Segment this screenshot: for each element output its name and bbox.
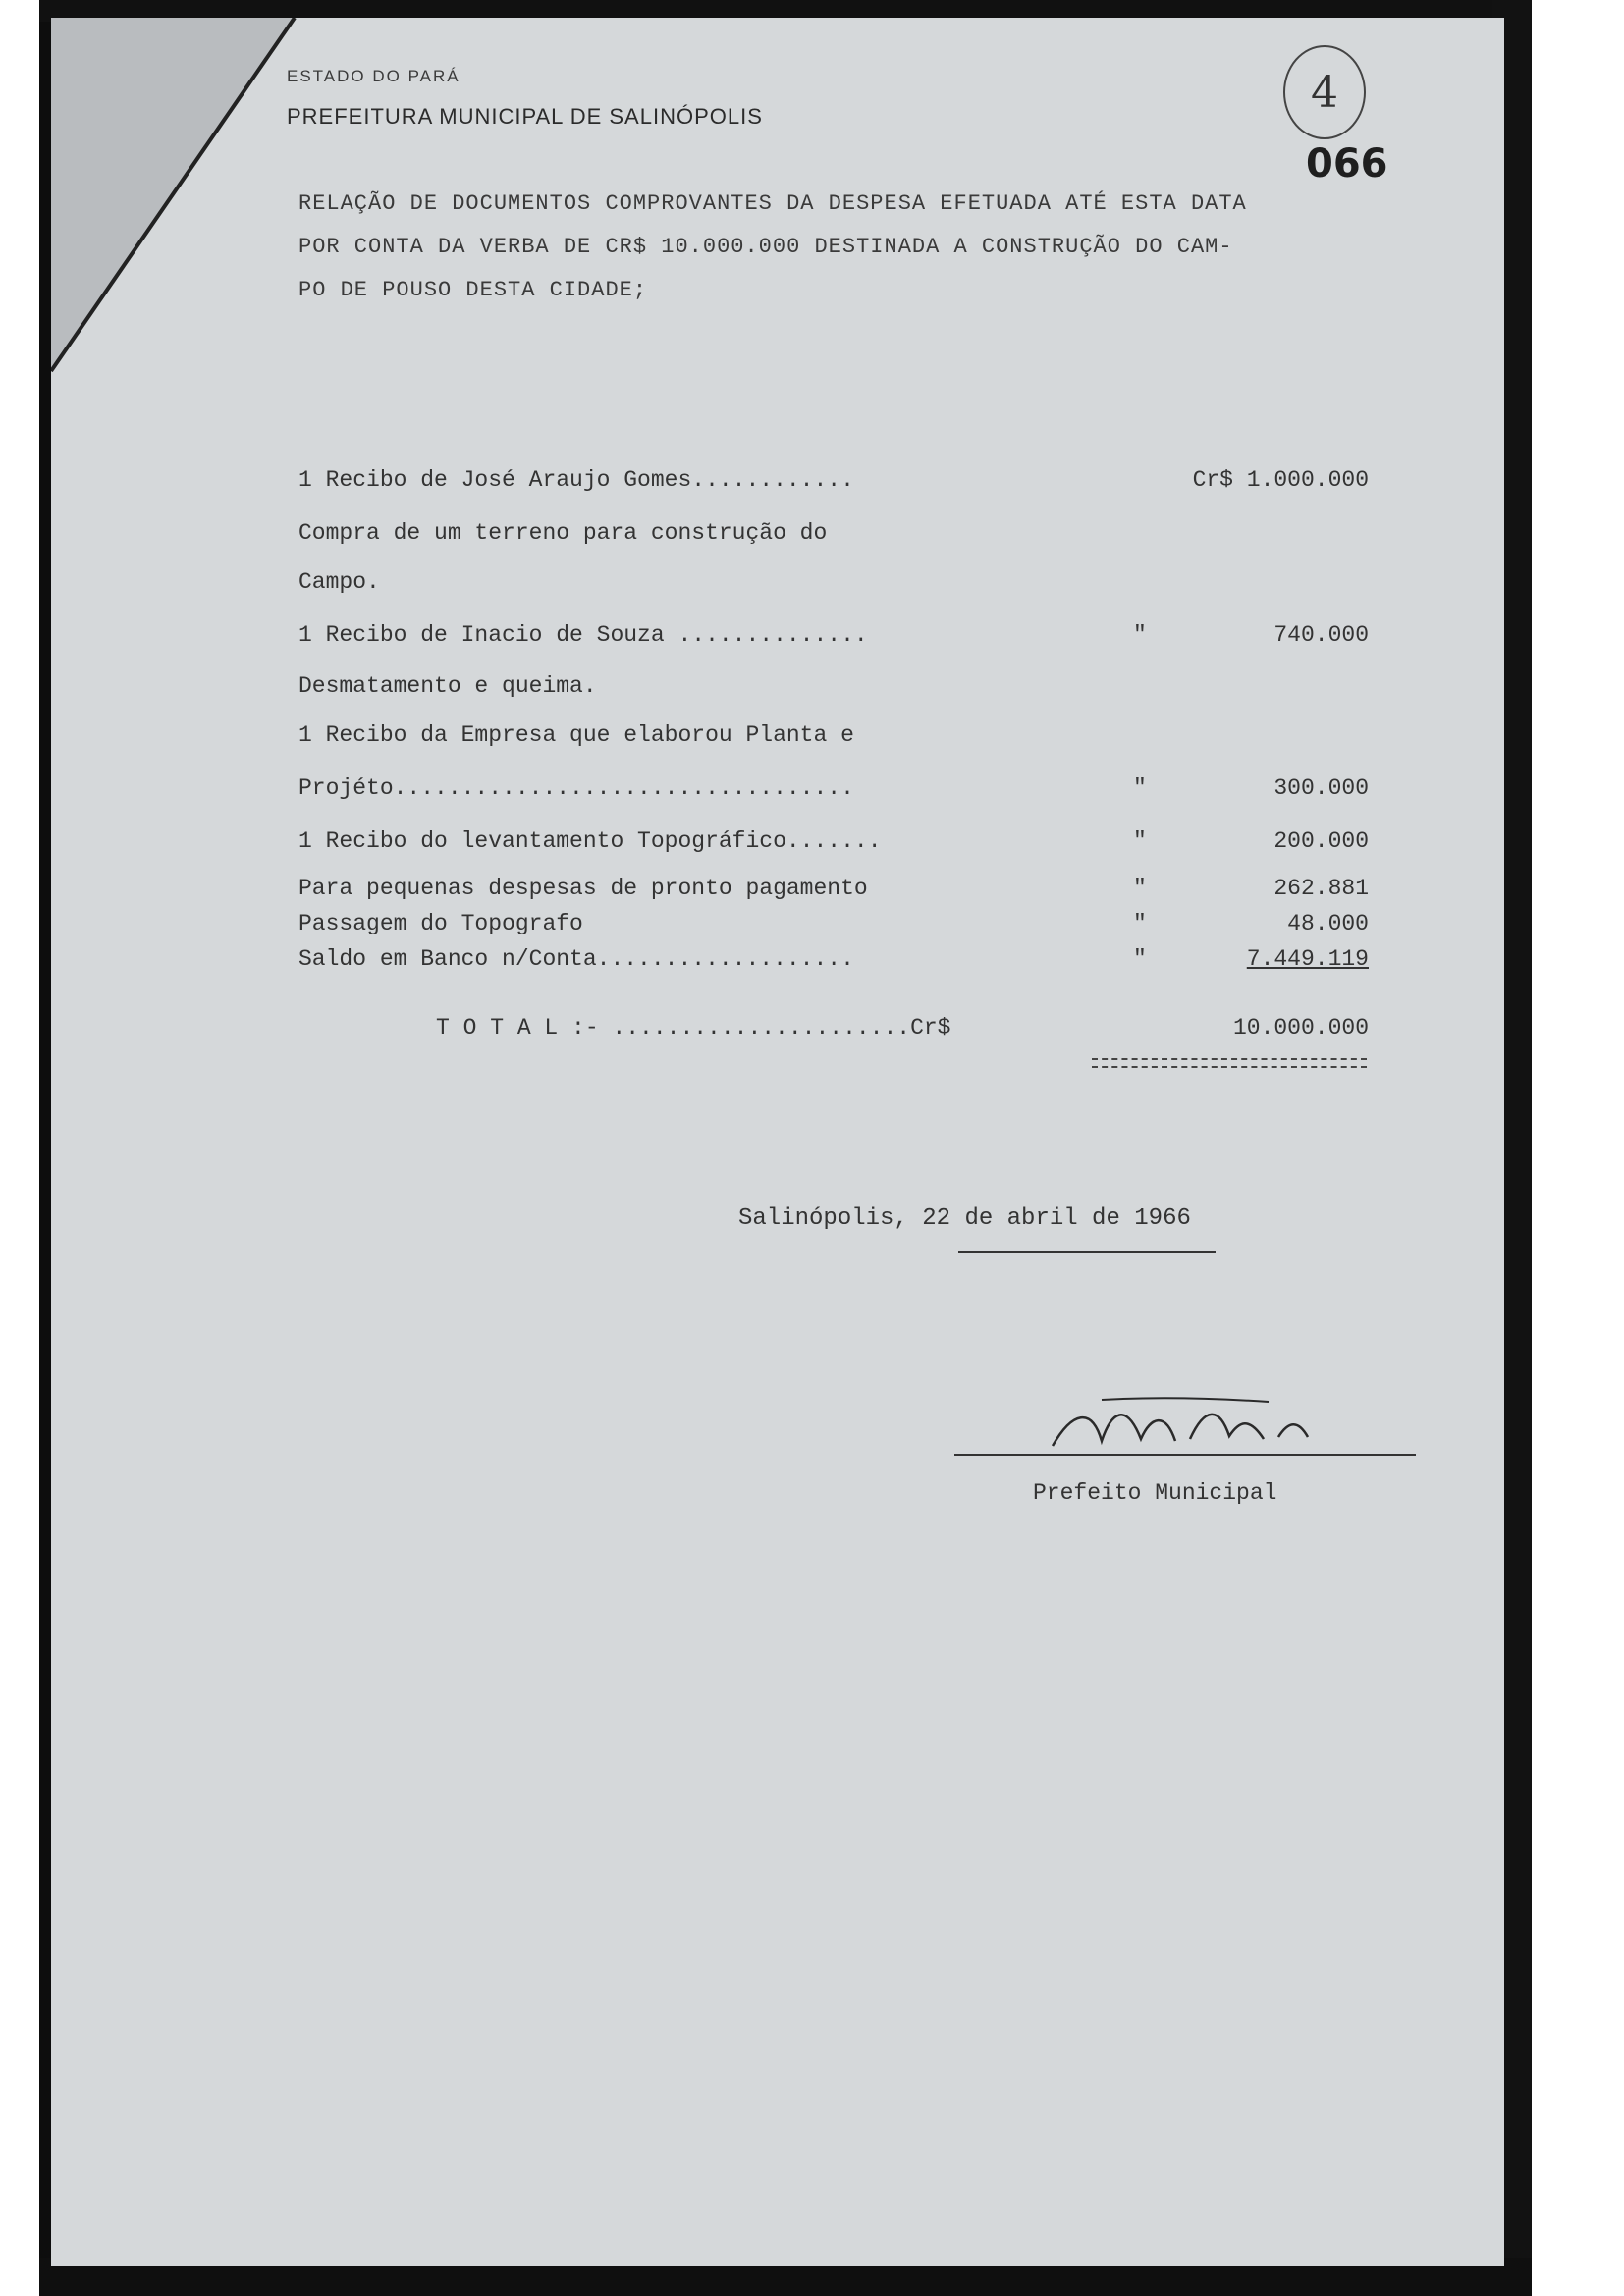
prefecture-heading: PREFEITURA MUNICIPAL DE SALINÓPOLIS: [287, 104, 763, 129]
expense-amount: Cr$ 1.000.000: [1192, 467, 1369, 493]
intro-line: POR CONTA DA VERBA DE CR$ 10.000.000 DESTINADA A CONSTRUÇÃO DO CAM-: [298, 235, 1233, 259]
expense-description: Campo.: [298, 569, 380, 595]
circled-number-text: 4: [1311, 67, 1338, 118]
folded-corner: [51, 18, 306, 381]
total-amount: 10.000.000: [1232, 1015, 1369, 1041]
expense-description: Projéto..................................: [298, 775, 854, 801]
stamp-number: 066: [1306, 141, 1388, 187]
expense-description: 1 Recibo de Inacio de Souza ..............: [298, 622, 868, 648]
expense-description: Compra de um terreno para construção do: [298, 520, 828, 546]
document-page: [51, 18, 1504, 2266]
expense-description: Desmatamento e queima.: [298, 673, 597, 699]
circled-page-number: [1283, 45, 1366, 139]
expense-description: Para pequenas despesas de pronto pagamento: [298, 876, 868, 901]
ditto-mark: ": [1133, 946, 1147, 972]
expense-amount: 200.000: [1273, 828, 1369, 854]
expense-description: Passagem do Topografo: [298, 911, 583, 936]
intro-line: PO DE POUSO DESTA CIDADE;: [298, 278, 648, 302]
ditto-mark: ": [1133, 911, 1147, 936]
expense-description: 1 Recibo de José Araujo Gomes............: [298, 467, 854, 493]
expense-amount: 740.000: [1273, 622, 1369, 648]
expense-amount: 262.881: [1273, 876, 1369, 901]
expense-description: 1 Recibo do levantamento Topográfico.......: [298, 828, 882, 854]
expense-amount: 48.000: [1287, 911, 1369, 936]
total-label: T O T A L :- ......................Cr$: [436, 1015, 951, 1041]
expense-description: Saldo em Banco n/Conta...................: [298, 946, 854, 972]
date-underline: [958, 1251, 1216, 1253]
expense-amount: 7.449.119: [1246, 946, 1369, 972]
signature-title: Prefeito Municipal: [1033, 1480, 1277, 1506]
ditto-mark: ": [1133, 876, 1147, 901]
expense-amount: 300.000: [1273, 775, 1369, 801]
place-and-date: Salinópolis, 22 de abril de 1966: [738, 1205, 1191, 1232]
ditto-mark: ": [1133, 775, 1147, 801]
state-heading: ESTADO DO PARÁ: [287, 67, 460, 85]
ditto-mark: ": [1133, 622, 1147, 648]
total-double-underline: [1092, 1058, 1367, 1068]
intro-line: RELAÇÃO DE DOCUMENTOS COMPROVANTES DA DESPESA EFETUADA ATÉ ESTA DATA: [298, 191, 1247, 216]
expense-description: 1 Recibo da Empresa que elaborou Planta e: [298, 722, 854, 748]
handwritten-signature: [954, 1392, 1416, 1470]
document-intro: [298, 183, 1536, 312]
ditto-mark: ": [1133, 828, 1147, 854]
